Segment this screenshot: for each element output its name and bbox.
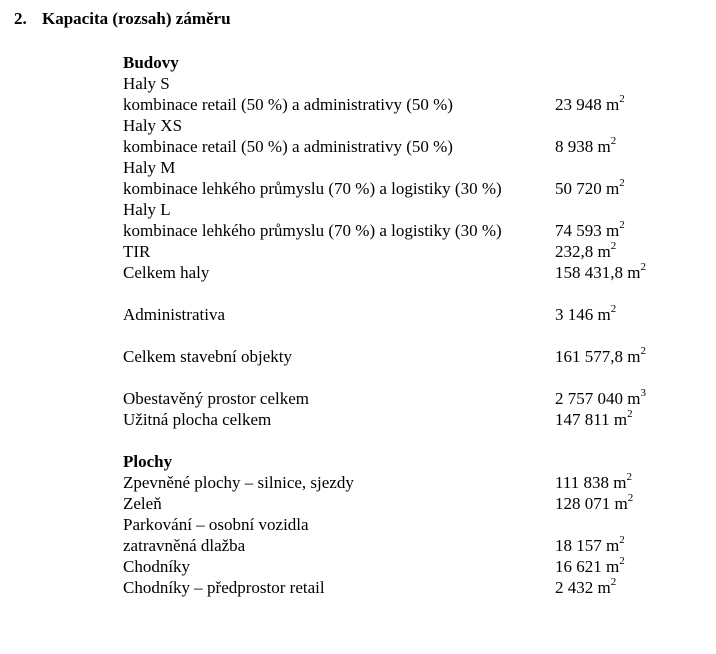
table-row: [123, 346, 703, 367]
row-label: Administrativa: [123, 305, 225, 324]
table-row: [123, 493, 703, 514]
row-value-text: 16 621 m: [555, 557, 620, 576]
row-value: [555, 262, 646, 283]
row-spacer: [123, 325, 703, 346]
row-label: Zeleň: [123, 494, 162, 513]
table-row: [123, 472, 703, 493]
capacity-table: [123, 52, 703, 598]
row-value-text: 18 157 m: [555, 536, 620, 555]
table-row: [123, 577, 703, 598]
table-row: [123, 52, 703, 73]
table-row: [123, 94, 703, 115]
row-value: [555, 409, 633, 430]
row-label: zatravněná dlažba: [123, 536, 246, 555]
row-value-text: 2 757 040 m: [555, 389, 641, 408]
table-row: [123, 514, 703, 535]
row-label: kombinace lehkého průmyslu (70 %) a logistiky (30 %): [123, 221, 502, 240]
row-label: Zpevněné plochy – silnice, sjezdy: [123, 473, 354, 492]
row-value: [555, 556, 625, 577]
row-label: Chodníky – předprostor retail: [123, 578, 325, 597]
unit-exponent: 2: [619, 555, 625, 568]
table-row: [123, 73, 703, 94]
row-value-text: 128 071 m: [555, 494, 628, 513]
row-value: [555, 178, 625, 199]
table-row: [123, 556, 703, 577]
unit-exponent: 2: [610, 576, 617, 589]
section-heading: [14, 9, 231, 29]
table-row: [123, 388, 703, 409]
row-value-text: 23 948 m: [555, 95, 620, 114]
table-row: [123, 199, 703, 220]
row-label: Chodníky: [123, 557, 191, 576]
group-heading: Plochy: [123, 452, 173, 471]
unit-exponent: 2: [610, 135, 617, 148]
row-value: [555, 535, 625, 556]
row-spacer: [123, 430, 703, 451]
row-value: [555, 220, 625, 241]
row-value-text: 161 577,8 m: [555, 347, 641, 366]
row-label: Celkem haly: [123, 263, 210, 282]
row-value: [555, 388, 646, 409]
unit-exponent: 2: [640, 345, 646, 358]
table-row: [123, 451, 703, 472]
row-value-text: 158 431,8 m: [555, 263, 641, 282]
row-value-text: 74 593 m: [555, 221, 620, 240]
row-label: Haly M: [123, 158, 176, 177]
unit-exponent: 2: [619, 177, 625, 190]
row-value: [555, 493, 633, 514]
table-row: [123, 304, 703, 325]
row-value: [555, 94, 625, 115]
unit-exponent: 2: [626, 471, 632, 484]
row-value: [555, 577, 616, 598]
row-label: kombinace retail (50 %) a administrativy (50 %): [123, 95, 453, 114]
row-label: Užitná plocha celkem: [123, 410, 272, 429]
row-label: kombinace retail (50 %) a administrativy (50 %): [123, 137, 453, 156]
unit-exponent: 2: [610, 303, 617, 316]
table-row: [123, 178, 703, 199]
row-value-text: 50 720 m: [555, 179, 620, 198]
row-spacer: [123, 283, 703, 304]
row-label: Obestavěný prostor celkem: [123, 389, 309, 408]
row-value-text: 2 432 m: [555, 578, 611, 597]
table-row: [123, 220, 703, 241]
unit-exponent: 3: [640, 387, 646, 400]
row-label: Parkování – osobní vozidla: [123, 515, 309, 534]
row-value: [555, 241, 616, 262]
row-value-text: 232,8 m: [555, 242, 611, 261]
unit-exponent: 2: [640, 261, 646, 274]
row-label: TIR: [123, 242, 151, 261]
unit-exponent: 2: [627, 492, 634, 505]
table-row: [123, 535, 703, 556]
row-label: Haly L: [123, 200, 171, 219]
table-row: [123, 262, 703, 283]
row-spacer: [123, 367, 703, 388]
row-value: [555, 346, 646, 367]
unit-exponent: 2: [619, 534, 625, 547]
unit-exponent: 2: [619, 93, 625, 106]
row-value: [555, 304, 616, 325]
group-heading: Budovy: [123, 53, 179, 72]
unit-exponent: 2: [627, 408, 633, 421]
table-row: [123, 115, 703, 136]
row-value: [555, 472, 632, 493]
table-row: [123, 157, 703, 178]
table-row: [123, 136, 703, 157]
row-label: Celkem stavební objekty: [123, 347, 293, 366]
unit-exponent: 2: [610, 240, 617, 253]
row-value-text: 3 146 m: [555, 305, 611, 324]
row-value-text: 147 811 m: [555, 410, 628, 429]
row-value-text: 111 838 m: [555, 473, 627, 492]
row-value: [555, 136, 616, 157]
row-value-text: 8 938 m: [555, 137, 611, 156]
unit-exponent: 2: [619, 219, 625, 232]
table-row: [123, 241, 703, 262]
row-label: kombinace lehkého průmyslu (70 %) a logistiky (30 %): [123, 179, 502, 198]
table-row: [123, 409, 703, 430]
section-title: Kapacita (rozsah) záměru: [42, 9, 231, 28]
row-label: Haly XS: [123, 116, 183, 135]
section-number: 2.: [14, 9, 27, 28]
row-label: Haly S: [123, 74, 170, 93]
